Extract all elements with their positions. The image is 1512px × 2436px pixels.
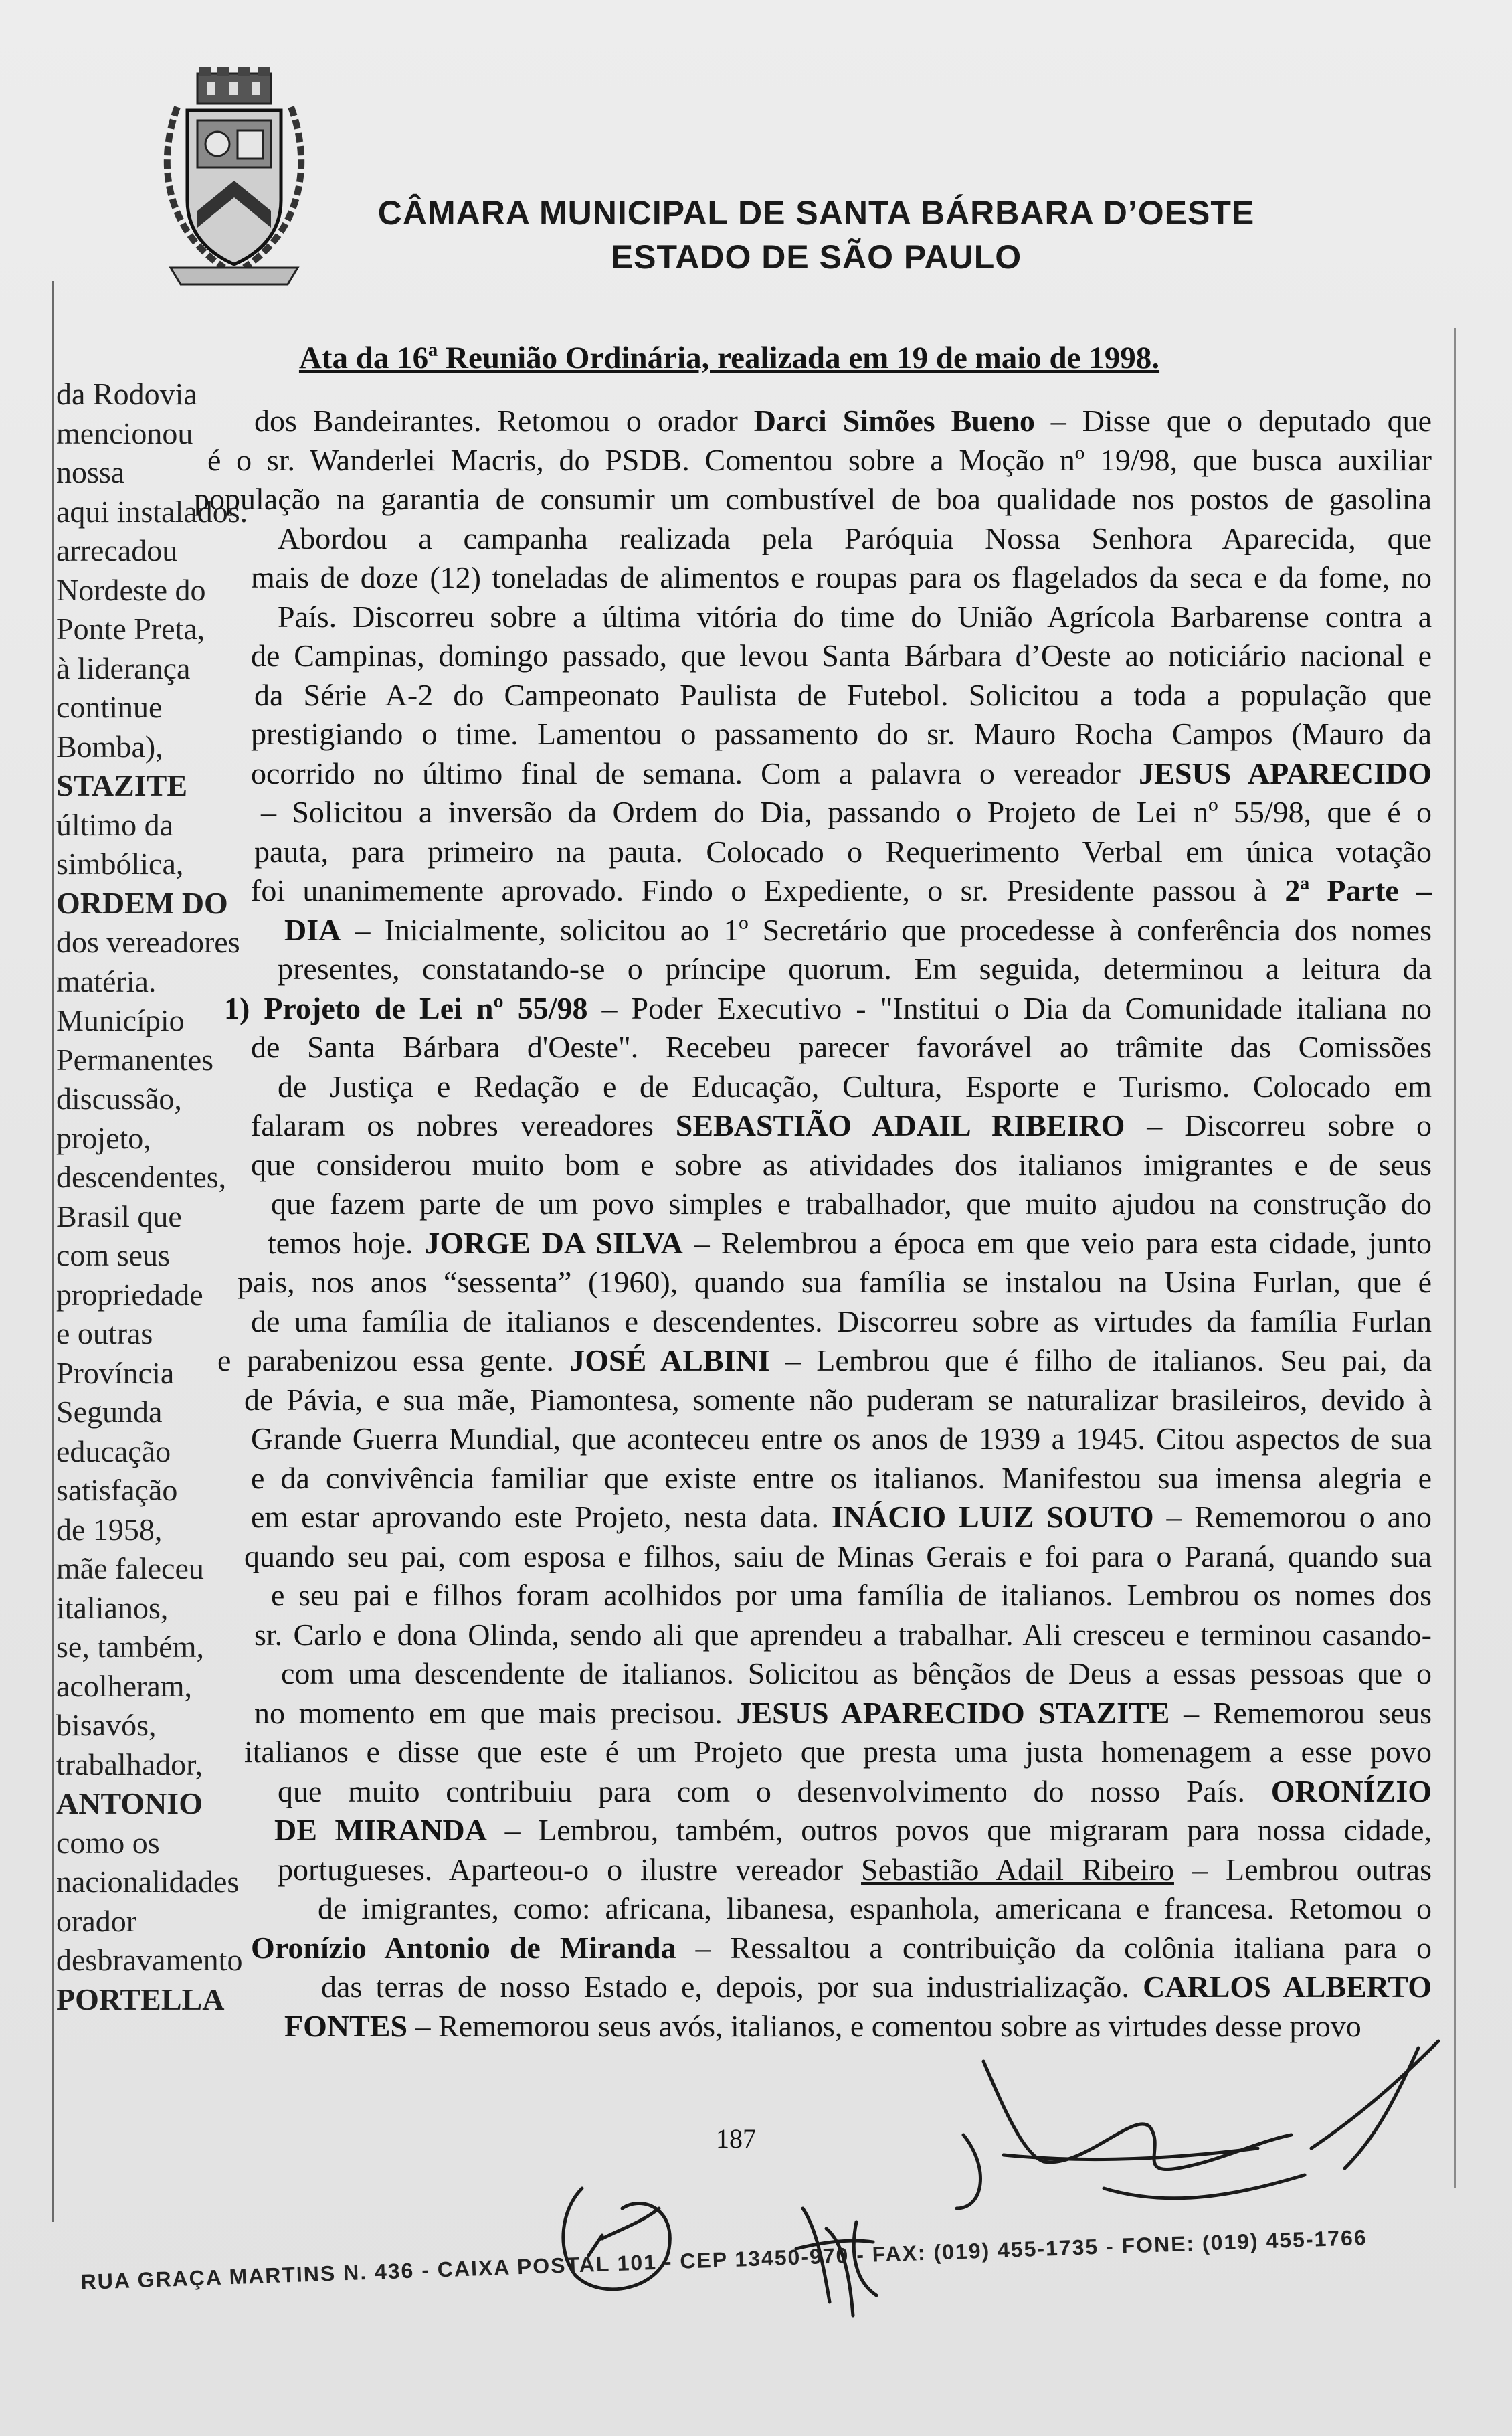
body-line: [117, 1185, 1432, 1224]
text-run: de imigrantes, como: africana, libanesa, espanhola, americana e francesa. Retomou o: [318, 1891, 1432, 1925]
margin-word: bisavós,: [56, 1708, 157, 1742]
body-line: [117, 1968, 1432, 2007]
body-line: [117, 1733, 1432, 1772]
text-run: no momento em que mais precisou.: [254, 1695, 737, 1730]
text-run: e da convivência familiar que existe entre os italianos. Manifestou sua imensa alegria e: [251, 1460, 1432, 1495]
margin-word: Ponte Preta,: [56, 612, 205, 646]
text-run: que fazem parte de um povo simples e trabalhador, que muito ajudou na construção do: [271, 1187, 1432, 1221]
text-run: prestigiando o time. Lamentou o passamento do sr. Mauro Rocha Campos (Mauro da: [251, 717, 1432, 751]
text-run: e parabenizou essa gente.: [217, 1343, 570, 1377]
body-line: [117, 1028, 1432, 1067]
text-run: população na garantia de consumir um combustível de boa qualidade nos postos de gasolina: [194, 482, 1432, 516]
speaker-name: JORGE DA SILVA: [424, 1225, 683, 1260]
margin-word: desbravamento: [56, 1943, 243, 1977]
section-heading: 2ª Parte –: [1285, 873, 1432, 907]
text-run: quando seu pai, com esposa e filhos, saiu de Minas Gerais e foi para o Paraná, quando sua: [244, 1539, 1432, 1573]
speaker-name: JOSÉ ALBINI: [569, 1343, 770, 1377]
minutes-title: Ata da 16ª Reunião Ordinária, realizada em 19 de maio de 1998.: [298, 341, 1160, 375]
text-run: Abordou a campanha realizada pela Paróquia Nossa Senhora Aparecida, que: [278, 521, 1432, 555]
text-run: da Série A-2 do Campeonato Paulista de Futebol. Solicitou a toda a população que: [254, 677, 1432, 712]
margin-word: da Rodovia: [56, 377, 197, 411]
body-line: [117, 1302, 1432, 1342]
text-run: presentes, constatando-se o príncipe quorum. Em seguida, determinou a leitura da: [278, 952, 1432, 986]
speaker-name: SEBASTIÃO ADAIL RIBEIRO: [675, 1108, 1125, 1142]
body-line: [117, 754, 1432, 794]
margin-word: Permanentes: [56, 1042, 214, 1077]
body-line: [117, 1576, 1432, 1616]
body-line: [117, 1106, 1432, 1146]
margin-word: satisfação: [56, 1473, 178, 1507]
body-line: [117, 2007, 1432, 2047]
margin-word: discussão,: [56, 1081, 182, 1116]
body-line: [117, 402, 1432, 441]
body-line: [117, 1459, 1432, 1498]
body-line: [117, 1146, 1432, 1185]
text-run: portugueses. Aparteou-o o ilustre vereador: [278, 1852, 862, 1887]
margin-word: simbólica,: [56, 847, 184, 881]
margin-word: ANTONIO: [56, 1786, 203, 1820]
body-line: [117, 1694, 1432, 1733]
body-line: [117, 598, 1432, 637]
text-run: de Campinas, domingo passado, que levou Santa Bárbara d’Oeste ao noticiário nacional e: [251, 638, 1432, 673]
text-run: e seu pai e filhos foram acolhidos por uma família de italianos. Lembrou os nomes dos: [271, 1578, 1432, 1612]
margin-word: Município: [56, 1003, 185, 1037]
body-line: [117, 1616, 1432, 1655]
speaker-name: FONTES: [284, 2008, 408, 2043]
text-run: de Justiça e Redação e de Educação, Cultura, Esporte e Turismo. Colocado em: [278, 1069, 1432, 1104]
text-run: falaram os nobres vereadores: [251, 1108, 676, 1142]
margin-word: se, também,: [56, 1630, 204, 1664]
text-run: sr. Carlo e dona Olinda, sendo ali que aprendeu a trabalhar. Ali cresceu e terminou casando-: [254, 1617, 1432, 1652]
text-run: das terras de nosso Estado e, depois, por sua industrialização.: [321, 1970, 1143, 2004]
body-line: [117, 676, 1432, 715]
body-line: [117, 1381, 1432, 1420]
left-rule: [52, 281, 54, 2222]
text-run: – Lembrou que é filho de italianos. Seu pai, da: [769, 1343, 1432, 1377]
speaker-name: Oronízio Antonio de Miranda: [251, 1930, 676, 1965]
body-line: [117, 871, 1432, 911]
text-run: Grande Guerra Mundial, que aconteceu entre os anos de 1939 a 1945. Citou aspectos de sua: [251, 1421, 1432, 1456]
body-line: [117, 950, 1432, 989]
text-run: País. Discorreu sobre a última vitória do time do União Agrícola Barbarense contra a: [278, 599, 1432, 634]
text-run: – Ressaltou a contribuição da colônia italiana para o: [676, 1930, 1432, 1965]
margin-word: trabalhador,: [56, 1747, 203, 1781]
body-line: [117, 1498, 1432, 1537]
body-line: [117, 793, 1432, 833]
text-run: – Lembrou, também, outros povos que migraram para nossa cidade,: [486, 1813, 1432, 1847]
body-line: [117, 519, 1432, 559]
margin-word: Brasil que: [56, 1199, 182, 1233]
letterhead-state: ESTADO DE SÃO PAULO: [610, 238, 1022, 276]
body-line: [117, 1224, 1432, 1264]
body-line: [117, 989, 1432, 1029]
speaker-name: JESUS APARECIDO: [1139, 756, 1432, 790]
margin-word: mencionou: [56, 416, 193, 450]
body-line: [117, 480, 1432, 519]
text-run: é o sr. Wanderlei Macris, do PSDB. Comentou sobre a Moção nº 19/98, que busca auxiliar: [207, 442, 1432, 477]
body-line: [117, 1263, 1432, 1302]
text-run: mais de doze (12) toneladas de alimentos e roupas para os flagelados da seca e da fome, no: [251, 560, 1432, 594]
margin-word: último da: [56, 807, 174, 842]
margin-word: Bomba),: [56, 729, 163, 764]
margin-word: mãe faleceu: [56, 1551, 204, 1585]
margin-word: projeto,: [56, 1120, 151, 1155]
footer-address: RUA GRAÇA MARTINS N. 436 - CAIXA POSTAL 101 - CEP 13450-970 - FAX: (019) 455-1735 - FONE: (019) 455-1766: [80, 2225, 1368, 2294]
speaker-name: CARLOS ALBERTO: [1143, 1970, 1432, 2004]
margin-word: propriedade: [56, 1277, 203, 1312]
margin-word: educação: [56, 1433, 171, 1468]
body-line: [117, 1811, 1432, 1850]
body-line: [117, 558, 1432, 598]
signature-right: [957, 2041, 1438, 2208]
text-run: – Poder Executivo - "Institui o Dia da Comunidade italiana no: [587, 990, 1432, 1025]
text-run: – Discorreu sobre o: [1125, 1108, 1432, 1142]
text-run: – Rememorou seus: [1169, 1695, 1432, 1730]
margin-word: Nordeste do: [56, 572, 206, 607]
body-line: [117, 441, 1432, 481]
margin-word: STAZITE: [56, 768, 188, 802]
margin-word: italianos,: [56, 1590, 169, 1625]
bill-heading: 1) Projeto de Lei nº 55/98: [224, 990, 588, 1025]
text-run: – Lembrou outras: [1173, 1852, 1432, 1887]
body-line: [117, 715, 1432, 754]
body-line: [117, 833, 1432, 872]
body-line: [117, 1889, 1432, 1929]
margin-word: descendentes,: [56, 1160, 227, 1194]
body-line: [117, 636, 1432, 676]
body-line: [117, 1772, 1432, 1812]
text-run: pauta, para primeiro na pauta. Colocado o Requerimento Verbal em única votação: [254, 834, 1432, 869]
text-run: de Pávia, e sua mãe, Piamontesa, somente não puderam se naturalizar brasileiros, devido à: [244, 1382, 1432, 1417]
text-run: – Relembrou a época em que veio para esta cidade, junto: [682, 1225, 1432, 1260]
margin-word: dos vereadores: [56, 925, 240, 959]
body-line: [117, 1341, 1432, 1381]
margin-word: acolheram,: [56, 1668, 193, 1703]
page-number: 187: [716, 2123, 756, 2154]
text-run: – Rememorou o ano: [1153, 1500, 1432, 1534]
section-heading: DIA: [284, 912, 341, 947]
body-line: [117, 1537, 1432, 1577]
text-run: com uma descendente de italianos. Solicitou as bênçãos de Deus a essas pessoas que o: [281, 1656, 1432, 1690]
text-run: pais, nos anos “sessenta” (1960), quando sua família se instalou na Usina Furlan, que é: [238, 1265, 1432, 1299]
body-line: [117, 1850, 1432, 1890]
speaker-name: Darci Simões Bueno: [753, 404, 1035, 438]
text-run: que muito contribuiu para com o desenvolvimento do nosso País.: [278, 1773, 1271, 1808]
body-line: [117, 1419, 1432, 1459]
text-run: em estar aprovando este Projeto, nesta data.: [251, 1500, 832, 1534]
text-run: que considerou muito bom e sobre as atividades dos italianos imigrantes e de seus: [251, 1147, 1432, 1182]
text-run: de uma família de italianos e descendentes. Discorreu sobre as virtudes da família Furlan: [251, 1304, 1432, 1338]
text-run: ocorrido no último final de semana. Com a palavra o vereador: [251, 756, 1139, 790]
text-run: – Inicialmente, solicitou ao 1º Secretário que procedesse à conferência dos nomes: [341, 912, 1432, 947]
right-rule: [1454, 328, 1456, 2188]
text-run: foi unanimemente aprovado. Findo o Expediente, o sr. Presidente passou à: [251, 873, 1285, 907]
margin-word: aqui instalados.: [56, 494, 248, 529]
body-line: [117, 911, 1432, 950]
margin-word: nossa: [56, 455, 125, 489]
margin-word: ORDEM DO: [56, 885, 228, 920]
margin-word: orador: [56, 1903, 137, 1938]
margin-word: Província: [56, 1355, 175, 1390]
margin-word: nacionalidades: [56, 1864, 240, 1899]
margin-word: com seus: [56, 1238, 170, 1272]
text-run: de Santa Bárbara d'Oeste". Recebeu parecer favorável ao trâmite das Comissões: [251, 1030, 1432, 1064]
speaker-name: DE MIRANDA: [274, 1813, 487, 1847]
minutes-body: [117, 402, 1432, 2046]
body-line: [117, 1929, 1432, 1968]
text-run: – Disse que o deputado que: [1034, 404, 1432, 438]
margin-word: como os: [56, 1825, 160, 1860]
text-run: – Solicitou a inversão da Ordem do Dia, passando o Projeto de Lei nº 55/98, que é o: [261, 795, 1432, 829]
margin-word: à liderança: [56, 650, 191, 685]
body-line: [117, 1067, 1432, 1107]
text-run: – Rememorou seus avós, italianos, e comentou sobre as virtudes desse provo: [407, 2008, 1361, 2043]
margin-word: de 1958,: [56, 1512, 163, 1547]
text-run: dos Bandeirantes. Retomou o orador: [254, 404, 754, 438]
margin-word: e outras: [56, 1316, 153, 1351]
margin-word: arrecadou: [56, 533, 178, 568]
speaker-name: ORONÍZIO: [1270, 1773, 1432, 1808]
margin-word: matéria.: [56, 964, 157, 998]
letterhead-institution: CÂMARA MUNICIPAL DE SANTA BÁRBARA D’OESTE: [377, 194, 1255, 232]
letterhead: [375, 191, 1258, 279]
municipal-coat-of-arms-icon: [151, 67, 318, 291]
margin-word: Segunda: [56, 1395, 163, 1429]
speaker-name: JESUS APARECIDO STAZITE: [736, 1695, 1170, 1730]
underlined-name: Sebastião Adail Ribeiro: [861, 1852, 1174, 1887]
margin-word: PORTELLA: [56, 1982, 225, 2016]
text-run: italianos e disse que este é um Projeto que presta uma justa homenagem a esse povo: [244, 1735, 1432, 1769]
margin-word: continue: [56, 690, 163, 724]
text-run: temos hoje.: [268, 1225, 425, 1260]
speaker-name: INÁCIO LUIZ SOUTO: [831, 1500, 1154, 1534]
body-line: [117, 1654, 1432, 1694]
